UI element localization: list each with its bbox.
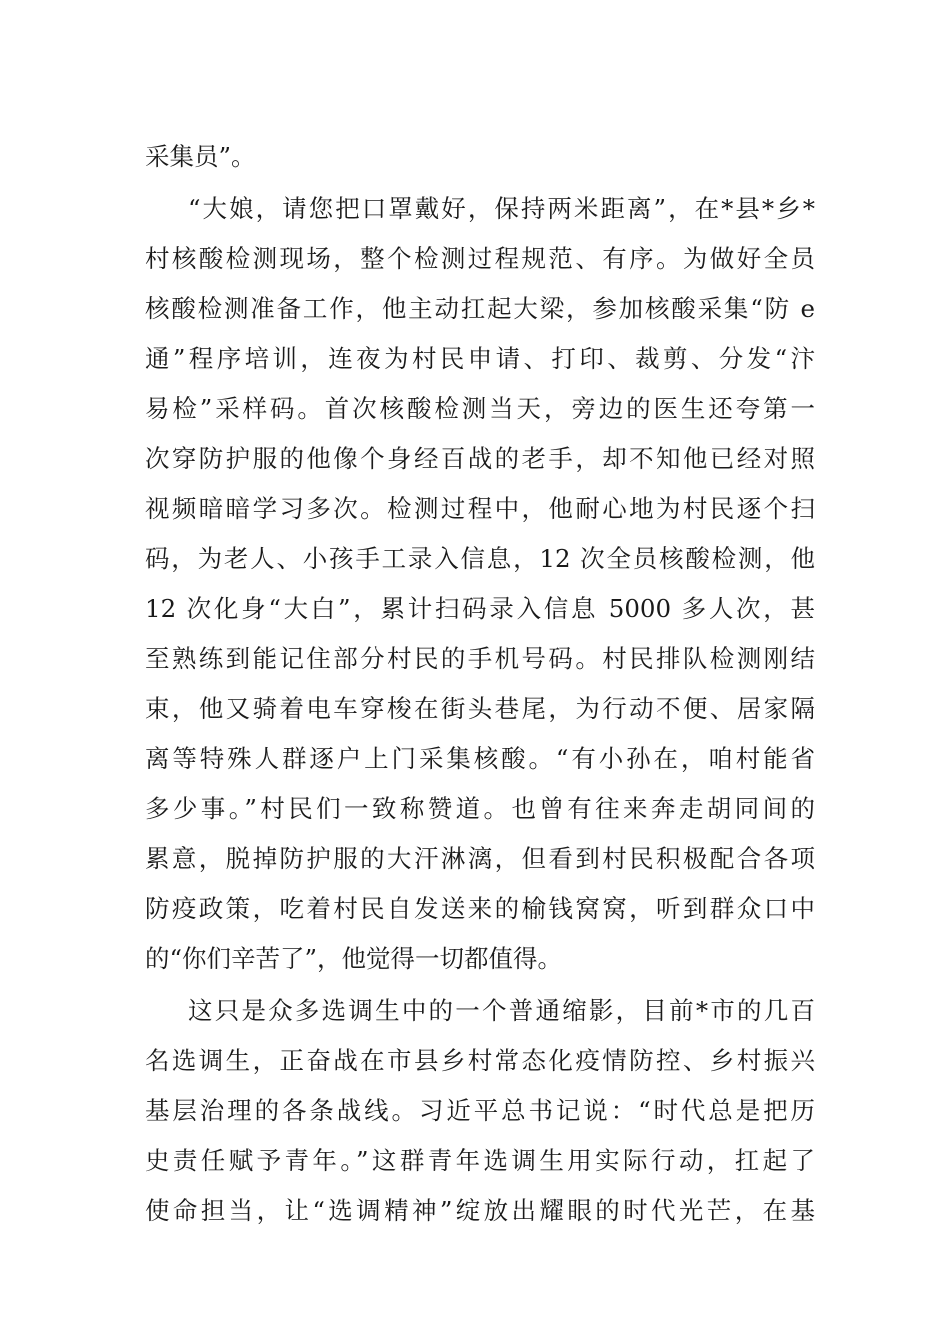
text-line: 采集员”。 bbox=[145, 142, 256, 171]
text-line: 累意，脱掉防护服的大汗淋漓，但看到村民积极配合各项 bbox=[145, 844, 815, 873]
text-line: 次穿防护服的他像个身经百战的老手，却不知他已经对照 bbox=[145, 444, 815, 473]
text-line: “大娘，请您把口罩戴好，保持两米距离”，在*县*乡* bbox=[188, 194, 815, 223]
text-line: 码，为老人、小孩手工录入信息，12 次全员核酸检测，他 bbox=[145, 544, 815, 573]
text-line: 史责任赋予青年。”这群青年选调生用实际行动，扛起了 bbox=[145, 1146, 815, 1175]
text-line: 村核酸检测现场，整个检测过程规范、有序。为做好全员 bbox=[145, 244, 815, 273]
text-line: 束，他又骑着电车穿梭在街头巷尾，为行动不便、居家隔 bbox=[145, 694, 815, 723]
text-line: 的“你们辛苦了”，他觉得一切都值得。 bbox=[145, 944, 563, 973]
text-line: 多少事。”村民们一致称赞道。也曾有往来奔走胡同间的 bbox=[145, 794, 815, 823]
text-line: 基层治理的各条战线。习近平总书记说：“时代总是把历 bbox=[145, 1096, 815, 1125]
text-line: 视频暗暗学习多次。检测过程中，他耐心地为村民逐个扫 bbox=[145, 494, 815, 523]
text-line: 离等特殊人群逐户上门采集核酸。“有小孙在，咱村能省 bbox=[145, 744, 815, 773]
text-line: 使命担当，让“选调精神”绽放出耀眼的时代光芒，在基 bbox=[145, 1196, 815, 1225]
text-line: 12 次化身“大白”，累计扫码录入信息 5000 多人次，甚 bbox=[145, 594, 815, 623]
text-line: 至熟练到能记住部分村民的手机号码。村民排队检测刚结 bbox=[145, 644, 815, 673]
text-line: 易检”采样码。首次核酸检测当天，旁边的医生还夸第一 bbox=[145, 394, 815, 423]
text-line: 防疫政策，吃着村民自发送来的榆钱窝窝，听到群众口中 bbox=[145, 894, 815, 923]
text-line: 核酸检测准备工作，他主动扛起大梁，参加核酸采集“防 e bbox=[145, 294, 815, 323]
text-line: 通”程序培训，连夜为村民申请、打印、裁剪、分发“汴 bbox=[145, 344, 815, 373]
text-line: 这只是众多选调生中的一个普通缩影，目前*市的几百 bbox=[188, 996, 815, 1025]
text-line: 名选调生，正奋战在市县乡村常态化疫情防控、乡村振兴 bbox=[145, 1046, 815, 1075]
